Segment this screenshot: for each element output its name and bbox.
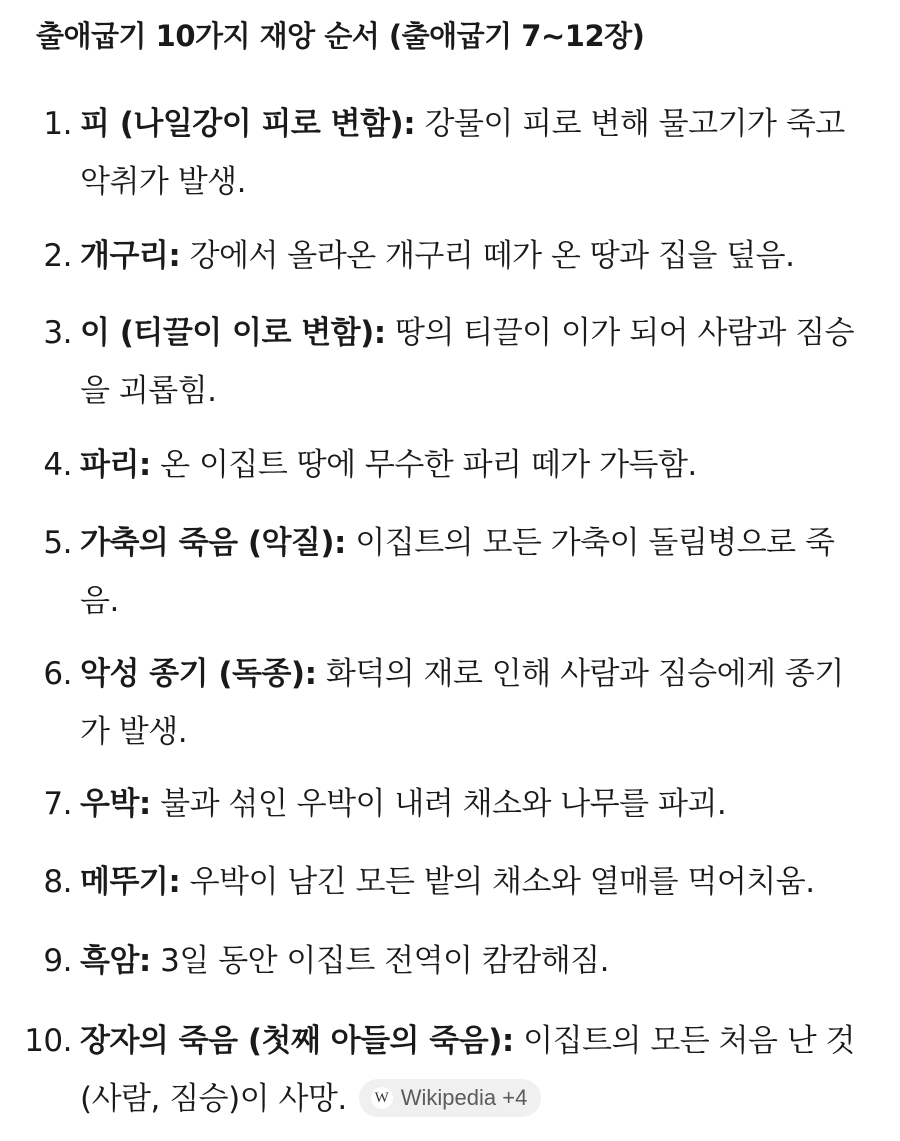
item-term: 이 (티끌이 이로 변함): [80,315,386,351]
page-title: 출애굽기 10가지 재앙 순서 (출애굽기 7~12장) [36,19,645,53]
item-number: 7. [43,786,72,822]
item-term: 개구리: [80,238,181,274]
item-description: 이집트의 모든 처음 난 것(사람, 짐승)이 사망. [80,1023,855,1117]
item-term: 흑암: [80,943,151,979]
item-body [80,932,870,990]
item-description: 불과 섞인 우박이 내려 채소와 나무를 파괴. [150,786,727,822]
wikipedia-icon: W [371,1087,393,1109]
item-body [80,645,870,761]
item-number: 2. [43,238,72,274]
item-term: 메뚜기: [80,864,181,900]
item-body [80,514,870,630]
item-number: 8. [43,864,72,900]
source-citation-chip[interactable] [359,1079,542,1117]
item-term: 장자의 죽음 (첫째 아들의 죽음): [80,1023,514,1059]
item-term: 파리: [80,447,151,483]
item-number: 9. [43,943,72,979]
item-description: 3일 동안 이집트 전역이 캄캄해짐. [150,943,609,979]
item-description: 우박이 남긴 모든 밭의 채소와 열매를 먹어치움. [180,864,815,900]
item-body [80,1012,870,1128]
item-body [80,775,870,833]
item-number: 5. [43,525,72,561]
item-body [80,436,870,494]
item-number: 3. [43,315,72,351]
item-term: 우박: [80,786,151,822]
item-number: 4. [43,447,72,483]
item-body [80,304,870,420]
item-body [80,227,870,285]
item-number: 10. [24,1023,72,1059]
item-number: 6. [43,656,72,692]
item-body [80,853,870,911]
item-description: 강물이 피로 변해 물고기가 죽고 악취가 발생. [80,106,845,200]
item-description: 땅의 티끌이 이가 되어 사람과 짐승을 괴롭힘. [80,315,855,409]
item-body [80,95,870,211]
item-description: 화덕의 재로 인해 사람과 짐승에게 종기가 발생. [80,656,844,750]
item-description: 강에서 올라온 개구리 떼가 온 땅과 집을 덮음. [180,238,795,274]
item-description: 이집트의 모든 가축이 돌림병으로 죽음. [80,525,835,619]
item-term: 피 (나일강이 피로 변함): [80,106,416,142]
item-number: 1. [43,106,72,142]
item-term: 가축의 죽음 (악질): [80,525,346,561]
item-term: 악성 종기 (독종): [80,656,317,692]
item-description: 온 이집트 땅에 무수한 파리 떼가 가득함. [150,447,697,483]
source-citation-label: Wikipedia +4 [400,1084,528,1110]
